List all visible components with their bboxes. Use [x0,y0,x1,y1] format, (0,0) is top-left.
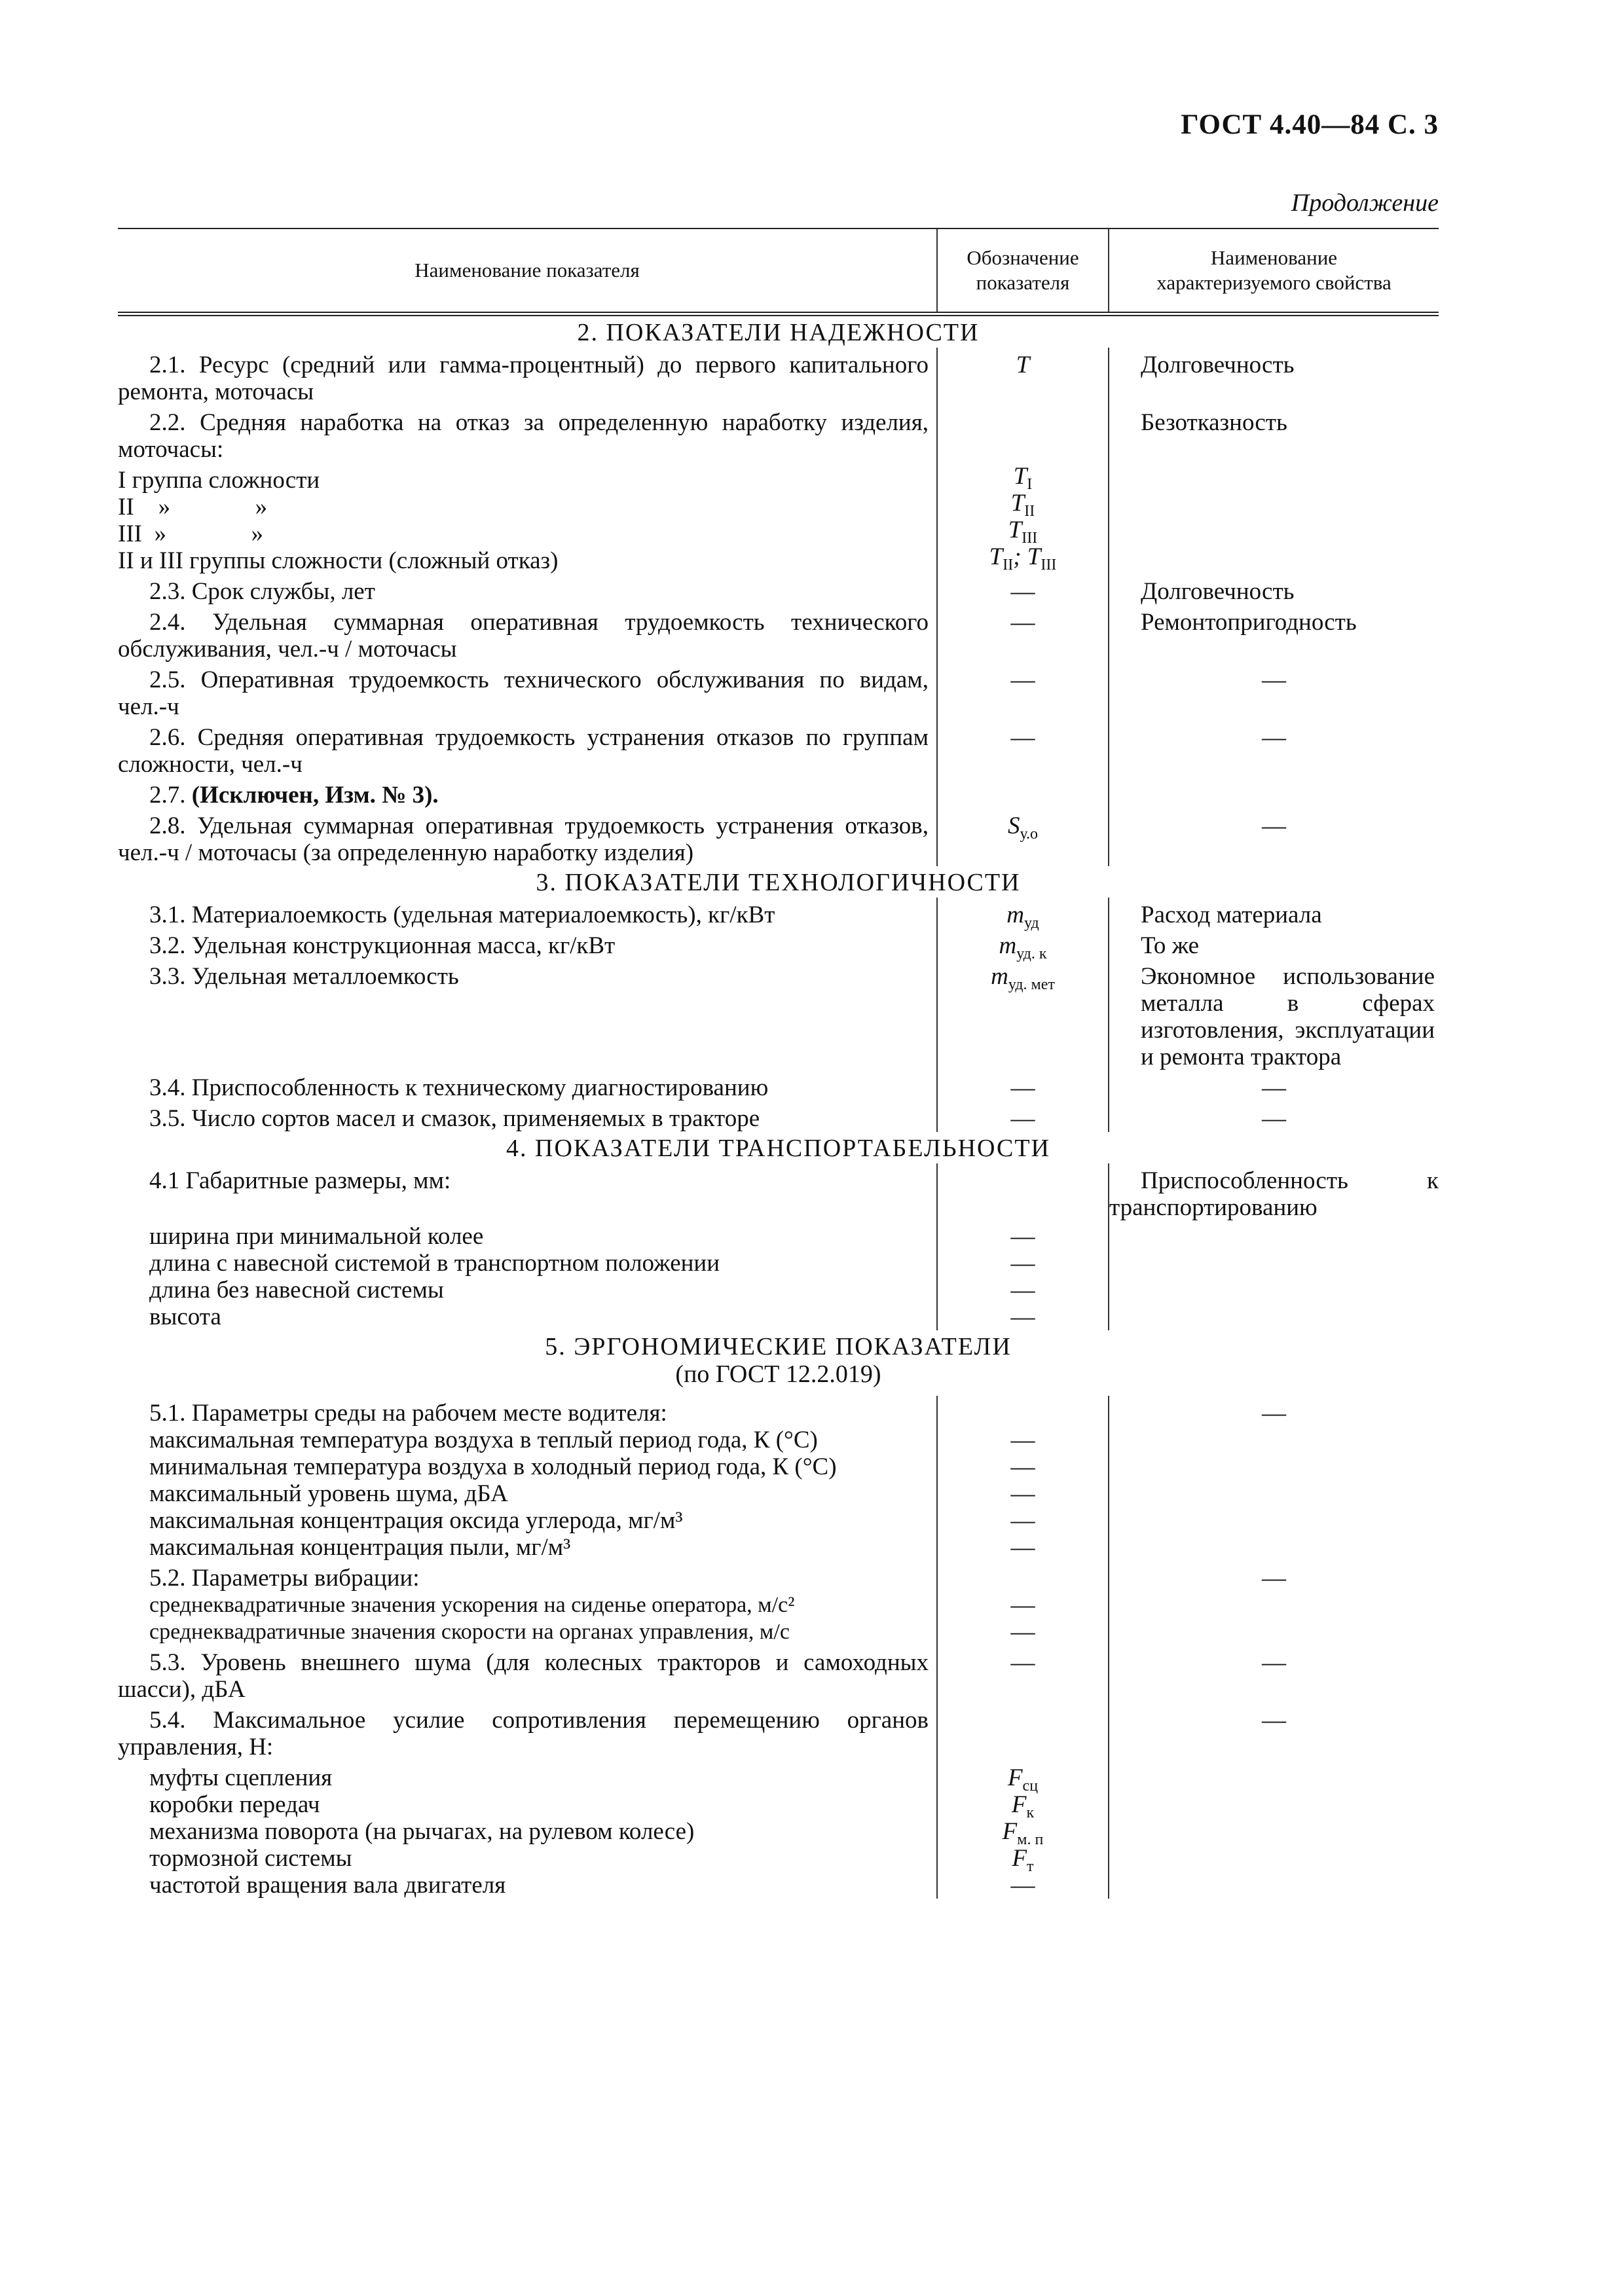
table-row [118,898,1439,932]
row-4-1-symbol: — [1010,1277,1035,1303]
row-2-8-symbol: $S_{у.о}$ [1007,812,1039,843]
row-2-4-property: Ремонтопригодность [1141,609,1357,636]
row-3-3-text: 3.3. Удельная металлоемкость [149,963,459,990]
table-row [118,663,1439,720]
symbol-f-mp: $F_{м. п}$ [1002,1818,1044,1848]
symbol-f-k: $F_к$ [1011,1791,1035,1821]
row-3-3-symbol: $m_{уд. мет}$ [991,963,1055,993]
row-3-1-property: Расход материала [1141,902,1322,928]
row-5-3-property: — [1262,1649,1286,1676]
row-4-1-item: высота [149,1303,221,1330]
header-name: Наименование показателя [415,259,640,282]
row-4-1-symbol: — [1010,1250,1035,1277]
table-row [118,1163,1439,1330]
row-2-3-property: Долговечность [1141,578,1295,605]
table-row [118,720,1439,778]
row-2-8-property: — [1262,812,1286,839]
row-5-4-item: коробки передач [149,1791,320,1818]
row-4-1-text: 4.1 Габаритные размеры, мм: [149,1167,451,1194]
row-5-4-property: — [1262,1707,1286,1734]
row-2-2-item: II » » [118,494,268,520]
row-3-3-property: Экономное использование металла в сферах изготовления, эксплуатации и ремонта трактора [1141,963,1435,1070]
symbol-t2-t3: $T_{II}$; $T_{III}$ [989,543,1057,574]
row-3-1-text: 3.1. Материалоемкость (удельная материалоемкость), кг/кВт [149,902,775,928]
row-5-1-item: максимальный уровень шума, дБА [149,1480,508,1507]
row-5-1-property: — [1262,1400,1286,1427]
row-5-3-text: 5.3. Уровень внешнего шума (для колесных тракторов и самоходных шасси), дБА [118,1649,929,1703]
row-5-4-symbol: — [1010,1872,1035,1899]
row-2-3-text: 2.3. Срок службы, лет [149,578,375,605]
row-2-2-text: 2.2. Средняя наработка на отказ за определенную наработку изделия, моточасы: [118,409,929,463]
table-row [118,1645,1439,1703]
row-3-4-text: 3.4. Приспособленность к техническому диагностированию [149,1074,769,1101]
continuation-label: Продолжение [1291,189,1439,217]
row-5-1-item: максимальная температура воздуха в теплый период года, К (°С) [149,1427,818,1453]
symbol-f-sc: $F_{сц}$ [1007,1764,1039,1795]
header-property [1109,229,1439,312]
header-symbol [936,229,1109,312]
row-5-1-text: 5.1. Параметры среды на рабочем месте водителя: [149,1400,667,1427]
row-4-1-item: длина с навесной системой в транспортном положении [149,1250,720,1277]
table-row [118,1070,1439,1101]
row-5-2-property: — [1262,1565,1286,1592]
header-symbol-line2: показателя [976,271,1070,294]
row-2-4-symbol: — [936,605,1109,663]
row-5-4-item: муфты сцепления [149,1764,333,1791]
row-4-1-symbol: — [1010,1223,1035,1250]
section-2-title: 2. ПОКАЗАТЕЛИ НАДЕЖНОСТИ [577,319,980,346]
table-row [118,1561,1439,1645]
indicators-table [118,228,1439,1899]
row-2-6-property: — [1262,724,1286,751]
row-5-2-item: среднеквадратичные значения скорости на органах управления, м/с [149,1620,790,1644]
row-5-1-symbol: — [1010,1480,1035,1507]
row-2-1-property: Долговечность [1141,352,1295,378]
table-row [118,1396,1439,1561]
row-5-1-symbol: — [1010,1534,1035,1561]
table-row [118,348,1439,405]
row-2-8-text: 2.8. Удельная суммарная оперативная трудоемкость устранения отказов, чел.-ч / моточасы (за определенную наработку изделия) [118,812,929,866]
header-property-line1: Наименование [1210,246,1338,269]
row-5-1-symbol: — [1010,1453,1035,1480]
table-header [118,229,1439,316]
row-4-1-item: длина без навесной системы [149,1277,444,1303]
section-5-title [118,1330,1439,1389]
row-4-1-item: ширина при минимальной колее [149,1223,484,1250]
symbol-t1: $T_I$ [1013,463,1033,493]
row-5-1-item: максимальная концентрация оксида углерода, мг/м³ [149,1507,683,1534]
row-4-1-property: Приспособленность к транспортированию [1109,1167,1439,1221]
row-5-2-symbol: — [1010,1618,1035,1645]
row-3-5-text: 3.5. Число сортов масел и смазок, применяемых в тракторе [149,1105,760,1132]
row-2-2-item: III » » [118,520,263,547]
table-row [118,605,1439,663]
table-row [118,778,1439,809]
row-5-1-item: минимальная температура воздуха в холодный период года, К (°С) [149,1453,837,1480]
row-2-1-symbol: T [1016,352,1030,378]
table-row [118,928,1439,962]
row-2-6-text: 2.6. Средняя оперативная трудоемкость устранения отказов по группам сложности, чел.-ч [118,724,929,778]
section-5-subtitle: (по ГОСТ 12.2.019) [675,1360,881,1388]
row-5-1-symbol: — [1010,1507,1035,1534]
symbol-f-t: $F_т$ [1012,1845,1034,1875]
row-2-2-item: II и III группы сложности (сложный отказ) [118,547,559,574]
symbol-t2: $T_{II}$ [1010,490,1035,520]
section-5-title-text: 5. ЭРГОНОМИЧЕСКИЕ ПОКАЗАТЕЛИ [545,1333,1012,1360]
header-symbol-line1: Обозначение [967,246,1079,269]
row-2-5-property: — [1262,666,1286,693]
page-header: ГОСТ 4.40—84 С. 3 [1181,109,1439,140]
section-3-title: 3. ПОКАЗАТЕЛИ ТЕХНОЛОГИЧНОСТИ [536,869,1021,896]
row-2-6-symbol: — [936,720,1109,778]
row-5-4-item: механизма поворота (на рычагах, на рулевом колесе) [149,1818,695,1845]
table-row [118,574,1439,605]
table-row [118,809,1439,866]
row-4-1-symbol: — [1010,1303,1035,1330]
section-4-title: 4. ПОКАЗАТЕЛИ ТРАНСПОРТАБЕЛЬНОСТИ [506,1135,1050,1162]
row-2-3-symbol: — [936,574,1109,605]
row-2-5-symbol: — [936,663,1109,720]
table-row [118,959,1439,1070]
row-3-5-property: — [1262,1105,1286,1132]
table-row [118,1101,1439,1132]
row-5-4-item: частотой вращения вала двигателя [149,1872,506,1899]
row-5-1-symbol: — [1010,1427,1035,1453]
row-2-5-text: 2.5. Оперативная трудоемкость технического обслуживания по видам, чел.-ч [118,666,929,720]
row-3-2-property: То же [1141,932,1200,959]
row-5-4-item: тормозной системы [149,1845,352,1872]
row-5-2-symbol: — [1010,1592,1035,1618]
row-3-2-text: 3.2. Удельная конструкционная масса, кг/кВт [149,932,616,959]
row-5-2-item: среднеквадратичные значения ускорения на сиденье оператора, м/с² [149,1593,795,1617]
row-5-1-item: максимальная концентрация пыли, мг/м³ [149,1534,571,1561]
row-3-5-symbol: — [936,1101,1109,1132]
row-2-7-text: (Исключен, Изм. № 3). [191,782,439,809]
row-5-4-text: 5.4. Максимальное усилие сопротивления перемещению органов управления, Н: [118,1707,929,1760]
row-2-1-text: 2.1. Ресурс (средний или гамма-процентный) до первого капитального ремонта, моточасы [118,352,929,405]
row-2-7-number: 2.7. [149,782,186,809]
row-5-3-symbol: — [936,1645,1109,1703]
row-2-2-property: Безотказность [1141,409,1287,436]
row-3-2-symbol: $m_{уд. к}$ [999,932,1047,962]
row-3-1-symbol: $m_{уд}$ [1006,902,1039,932]
row-3-4-symbol: — [936,1070,1109,1101]
row-2-4-text: 2.4. Удельная суммарная оперативная трудоемкость технического обслуживания, чел.-ч / моточасы [118,609,929,663]
table-row [118,405,1439,574]
row-3-4-property: — [1262,1074,1286,1101]
symbol-t3: $T_{III}$ [1008,517,1038,547]
table-row [118,1703,1439,1899]
row-5-2-text: 5.2. Параметры вибрации: [149,1565,420,1592]
row-2-2-item: I группа сложности [118,467,320,494]
header-property-line2: характеризуемого свойства [1156,271,1392,294]
